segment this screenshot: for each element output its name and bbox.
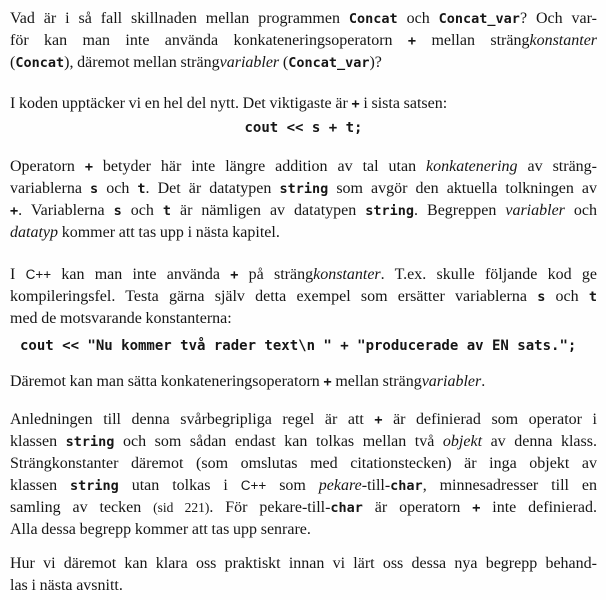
body-text: ? Och var- (519, 10, 597, 27)
body-text: las i nästa avsnitt. (10, 577, 123, 594)
inline-code: Concat (348, 11, 398, 27)
body-text: klassen (10, 433, 66, 450)
inline-code: t (588, 289, 597, 305)
text-line (10, 453, 597, 475)
body-text: variablerna (10, 180, 91, 197)
body-text: för kan man inte använda konkateneringsoperatorn (10, 32, 408, 49)
body-text: . Variablerna (18, 202, 114, 219)
small-text: (sid 221) (153, 500, 210, 515)
body-text: i sista satsen: (359, 95, 448, 112)
code-line: cout << s + t; (244, 120, 363, 136)
text-line (10, 200, 597, 222)
paragraph (10, 156, 597, 244)
body-text: Strängkonstanter däremot (som omslutas med citationstecken) är inga objekt av (10, 455, 597, 472)
inline-code: t (162, 203, 171, 219)
body-text: mellan sträng (416, 32, 530, 49)
body-text: Däremot kan man sätta konkateneringsoperatorn (10, 373, 324, 390)
body-text: av denna klass. (482, 433, 597, 450)
inline-code: t (137, 181, 146, 197)
text-line (10, 409, 597, 431)
body-text: Operatorn (10, 158, 85, 175)
italic-text: konstanter (313, 266, 381, 283)
body-text: betyder här inte längre addition av tal utan (92, 158, 427, 175)
text-line (10, 156, 597, 178)
text-line (10, 222, 597, 244)
body-text: Hur vi däremot kan klara oss praktiskt innan vi lärt oss dessa nya begrepp behand- (10, 555, 597, 572)
inline-code: s (90, 181, 99, 197)
body-text: är definierad som operator i (382, 411, 597, 428)
inline-code: string (70, 478, 119, 494)
body-text: kommer att tas upp i nästa kapitel. (58, 224, 280, 241)
paragraph (10, 371, 597, 393)
body-text: . Begreppen (414, 202, 506, 219)
text-line (10, 575, 597, 597)
paragraph (10, 264, 597, 330)
inline-code: s (537, 289, 546, 305)
body-text: med de motsvarande konstanterna: (10, 310, 232, 327)
text-line (10, 264, 597, 286)
body-text: som avgör den aktuella tolkningen av (328, 180, 597, 197)
code-line: cout << "Nu kommer två rader text\n " + "producerade av EN sats."; (20, 338, 577, 354)
body-text: ( (10, 54, 16, 71)
body-text: . T.ex. skulle följande kod ge (380, 266, 597, 283)
text-line (10, 286, 597, 308)
body-text: är nämligen av datatypen (170, 202, 366, 219)
body-text: som (266, 477, 319, 494)
body-text: , minnesadresser till en (422, 477, 597, 494)
body-text: Vad är i så fall skillnaden mellan programmen (10, 10, 349, 27)
italic-text: konstanter (529, 32, 597, 49)
body-text: -till- (361, 477, 391, 494)
paragraph (10, 93, 597, 115)
body-text: Anledningen till denna svårbegripliga regel är att (10, 411, 375, 428)
cpp-term: C++ (25, 267, 52, 282)
paragraph (10, 8, 597, 74)
inline-code: + (374, 412, 383, 428)
text-line (10, 308, 597, 330)
body-text: ( (279, 54, 289, 71)
paragraph (10, 553, 597, 597)
italic-text: datatyp (10, 224, 58, 241)
document-content (10, 8, 597, 597)
inline-code: + (472, 500, 481, 516)
text-line (10, 30, 597, 52)
text-line (10, 475, 597, 497)
body-text: och som sådan endast kan tolkas mellan två (114, 433, 443, 450)
body-text: utan tolkas i (118, 477, 241, 494)
body-text: I koden upptäcker vi en hel del nytt. Det viktigaste är (10, 95, 352, 112)
paragraph (10, 409, 597, 541)
inline-code: string (279, 181, 329, 197)
body-text: inte definierad. (480, 499, 597, 516)
text-line (10, 431, 597, 453)
italic-text: konkatenering (426, 158, 518, 175)
body-text: samling av tecken (10, 499, 154, 516)
body-text: ), däremot mellan sträng (64, 54, 220, 71)
italic-text: variabler (219, 54, 280, 71)
text-line (10, 497, 597, 519)
inline-code: Concat_var (438, 11, 520, 27)
inline-code: Concat_var (288, 55, 370, 71)
body-text: och (545, 288, 589, 305)
inline-code: + (84, 159, 93, 175)
inline-code: s (113, 203, 122, 219)
body-text: kan man inte använda (51, 266, 231, 283)
inline-code: + (351, 96, 360, 112)
text-line (10, 93, 597, 115)
inline-code: + (10, 203, 19, 219)
body-text: är operatorn (362, 499, 473, 516)
body-text: )? (369, 54, 382, 71)
inline-code: + (230, 267, 239, 283)
italic-text: variabler (421, 373, 482, 390)
inline-code: char (390, 478, 423, 494)
inline-code: + (407, 33, 417, 49)
italic-text: variabler (505, 202, 565, 219)
text-line (10, 8, 597, 30)
inline-code: + (323, 374, 332, 390)
body-text: kompileringsfel. Testa gärna själv detta exempel som ersätter variablerna (10, 288, 538, 305)
body-text: klassen (10, 477, 71, 494)
body-text: och (397, 10, 439, 27)
body-text: av sträng- (517, 158, 597, 175)
inline-code: string (65, 434, 115, 450)
inline-code: Concat (15, 55, 65, 71)
body-text: I (10, 266, 26, 283)
body-text: på sträng (238, 266, 314, 283)
text-line (10, 178, 597, 200)
text-line (10, 52, 597, 74)
body-text: . För pekare-till- (209, 499, 331, 516)
italic-text: pekare (318, 477, 362, 494)
inline-code: char (330, 500, 363, 516)
body-text: och (121, 202, 163, 219)
text-line (10, 553, 597, 575)
cpp-term: C++ (240, 478, 267, 493)
text-line (10, 371, 597, 393)
italic-text: objekt (442, 433, 483, 450)
body-text: och (98, 180, 138, 197)
body-text: Alla dessa begrepp kommer att tas upp senrare. (10, 521, 311, 538)
body-text: . (481, 373, 486, 390)
body-text: och (564, 202, 597, 219)
body-text: . Det är datatypen (145, 180, 280, 197)
inline-code: string (365, 203, 415, 219)
text-line (10, 519, 597, 541)
body-text: mellan sträng (331, 373, 422, 390)
